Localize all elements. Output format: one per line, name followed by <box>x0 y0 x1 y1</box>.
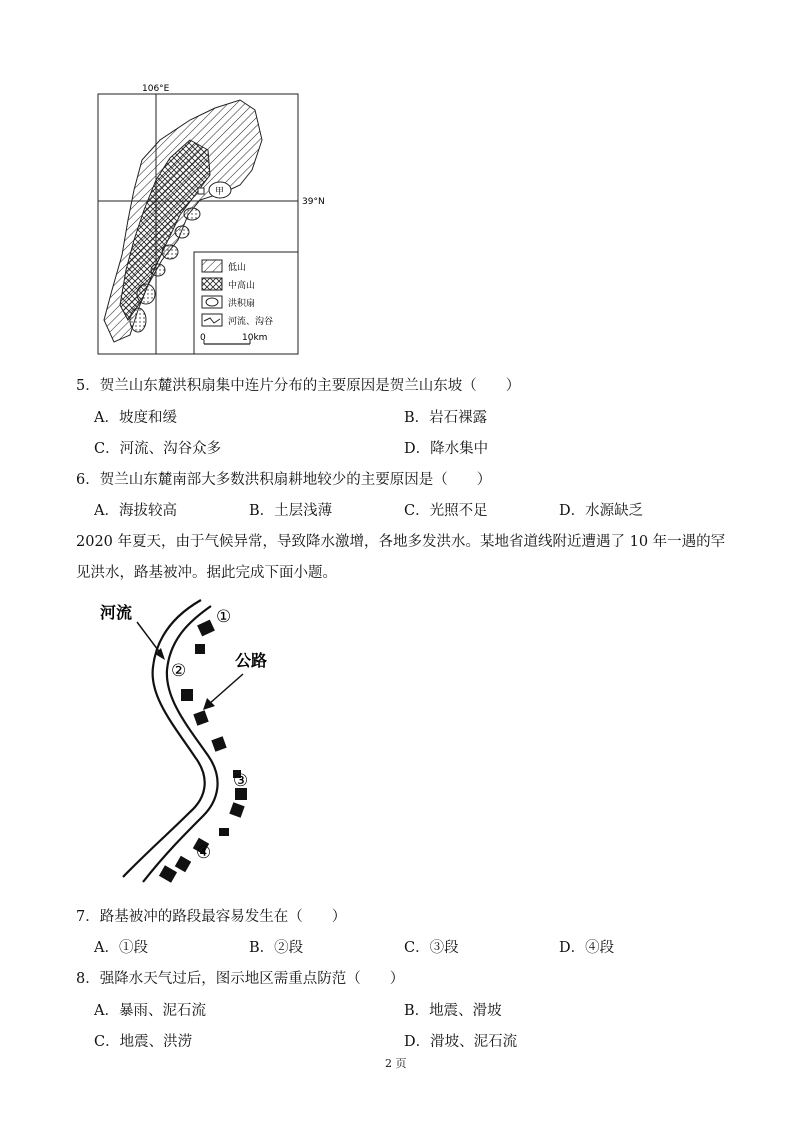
q8-option-b[interactable]: B．地震、滑坡 <box>404 1003 502 1019</box>
passage-line-1: 2020 年夏天，由于气候异常，导致降水激增，各地多发洪水。某地省道线附近遭遇了 10 年一遇的罕 <box>76 534 726 550</box>
legend-alluvial-fan: 洪积扇 <box>228 299 256 309</box>
q8-option-c[interactable]: C．地震、洪涝 <box>94 1034 193 1050</box>
q5-stem: 5．贺兰山东麓洪积扇集中连片分布的主要原因是贺兰山东坡（ ） <box>76 378 521 394</box>
q5-option-d[interactable]: D．降水集中 <box>404 441 489 457</box>
longitude-label: 106°E <box>142 84 170 94</box>
scale-zero: 0 <box>200 333 206 343</box>
legend-mid-high-mountain: 中高山 <box>228 281 256 291</box>
q5-option-a[interactable]: A．坡度和缓 <box>94 410 177 426</box>
place-label-jia: 甲 <box>215 187 225 197</box>
q5-option-b[interactable]: B．岩石裸露 <box>404 410 488 426</box>
section-4-label: ④ <box>196 843 212 863</box>
passage-line-2: 见洪水，路基被冲。据此完成下面小题。 <box>76 565 337 581</box>
q5-option-c[interactable]: C．河流、沟谷众多 <box>94 441 222 457</box>
q8-stem: 8．强降水天气过后，图示地区需重点防范（ ） <box>76 971 405 987</box>
q7-option-c[interactable]: C．③段 <box>404 940 459 956</box>
legend-low-mountain: 低山 <box>228 263 247 273</box>
q7-option-d[interactable]: D．④段 <box>559 940 615 956</box>
q7-option-a[interactable]: A．①段 <box>94 940 148 956</box>
page-number: 2 页 <box>385 1057 407 1070</box>
q7-stem: 7．路基被冲的路段最容易发生在（ ） <box>76 909 347 925</box>
q6-option-c[interactable]: C．光照不足 <box>404 503 488 519</box>
section-3-label: ③ <box>233 771 249 791</box>
helan-mountain-map <box>90 80 340 360</box>
road-label: 公路 <box>235 651 268 670</box>
section-1-label: ① <box>216 607 232 627</box>
river-label: 河流 <box>100 603 133 622</box>
section-2-label: ② <box>171 661 187 681</box>
q8-option-d[interactable]: D．滑坡、泥石流 <box>404 1034 518 1050</box>
scale-distance: 10km <box>242 333 268 343</box>
q6-option-b[interactable]: B．土层浅薄 <box>249 503 333 519</box>
q6-option-a[interactable]: A．海拔较高 <box>94 503 177 519</box>
latitude-label: 39°N <box>302 197 325 207</box>
q6-stem: 6．贺兰山东麓南部大多数洪积扇耕地较少的主要原因是（ ） <box>76 472 492 488</box>
q8-option-a[interactable]: A．暴雨、泥石流 <box>94 1003 206 1019</box>
river-road-map <box>95 592 295 892</box>
legend-river-valley: 河流、沟谷 <box>228 317 274 327</box>
q7-option-b[interactable]: B．②段 <box>249 940 304 956</box>
q6-option-d[interactable]: D．水源缺乏 <box>559 503 644 519</box>
